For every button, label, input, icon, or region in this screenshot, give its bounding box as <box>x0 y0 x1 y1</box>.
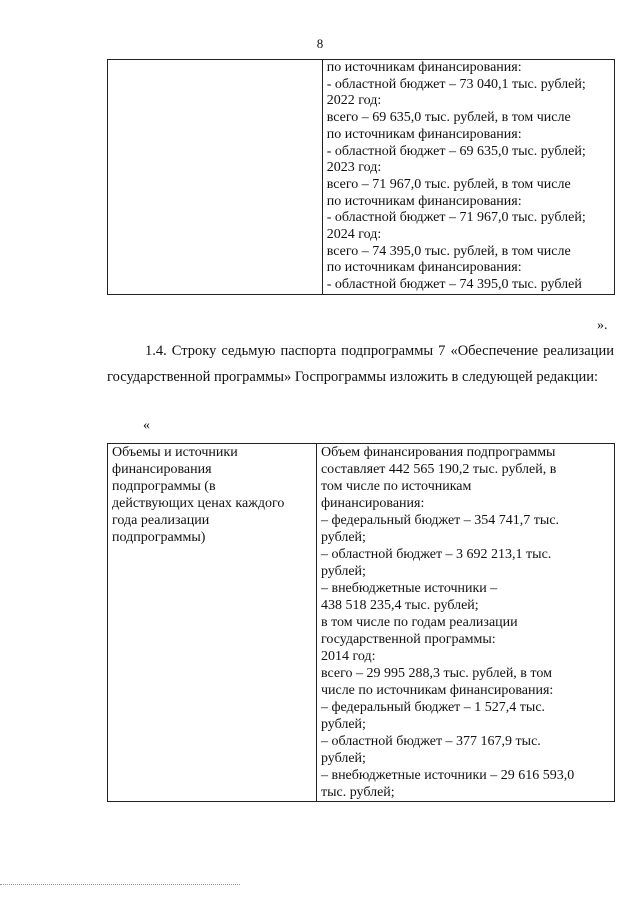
table1-line: по источникам финансирования: <box>326 193 522 209</box>
table1-left-cell <box>108 60 323 295</box>
page-number: 8 <box>316 36 324 51</box>
table2-line: числе по источникам финансирования: <box>320 683 554 698</box>
table1-line: - областной бюджет – 73 040,1 тыс. рублей; <box>326 76 586 92</box>
table1-line: всего – 71 967,0 тыс. рублей, в том числе <box>326 176 571 192</box>
table2-line: рублей; <box>320 530 366 545</box>
table1-line: по источникам финансирования: <box>326 126 522 142</box>
table2-line: рублей; <box>320 751 366 766</box>
table1-line: - областной бюджет – 69 635,0 тыс. рублей; <box>326 143 586 159</box>
table2-line: в том числе по годам реализации <box>320 615 518 630</box>
table2-left-line: подпрограммы) <box>112 530 206 545</box>
amendment-paragraph: 1.4. Строку седьмую паспорта подпрограммы 7 «Обеспечение реализации государственной программы» Госпрограммы изложить в следующей редакции: <box>107 343 614 385</box>
table2-line: – областной бюджет – 3 692 213,1 тыс. <box>320 547 552 562</box>
table2-line: государственной программы: <box>320 632 496 647</box>
table2-line: всего – 29 995 288,3 тыс. рублей, в том <box>320 666 552 681</box>
table2-line: – внебюджетные источники – <box>320 581 498 596</box>
table2-left-line: финансирования <box>112 462 212 477</box>
table2-line: тыс. рублей; <box>320 785 395 800</box>
table2-left-line: Объемы и источники <box>112 445 238 460</box>
table2-line: составляет 442 565 190,2 тыс. рублей, в <box>320 462 557 477</box>
table1-line: всего – 74 395,0 тыс. рублей, в том числе <box>326 243 571 259</box>
funding-table-continued <box>107 59 615 295</box>
table2-left-cell <box>108 444 317 802</box>
closing-quote: ». <box>597 318 608 333</box>
table2-line: Объем финансирования подпрограммы <box>320 445 556 460</box>
table1-line: по источникам финансирования: <box>326 260 522 276</box>
footer-divider <box>0 884 240 885</box>
table1-line: всего – 69 635,0 тыс. рублей, в том числе <box>326 110 571 126</box>
table1-line: - областной бюджет – 71 967,0 тыс. рублей; <box>326 210 586 226</box>
table2-line: том числе по источникам <box>320 479 472 494</box>
table2-right-cell <box>316 444 614 802</box>
table1-line: - областной бюджет – 74 395,0 тыс. рублей <box>326 277 582 293</box>
table2-left-line: действующих ценах каждого <box>112 496 285 511</box>
table1-right-cell <box>322 60 614 295</box>
table2-left-line: подпрограммы (в <box>112 479 216 494</box>
table2-line: 438 518 235,4 тыс. рублей; <box>320 598 479 613</box>
table2-line: – внебюджетные источники – 29 616 593,0 <box>320 768 575 783</box>
table1-line: 2024 год: <box>326 227 382 243</box>
table2-line: – областной бюджет – 377 167,9 тыс. <box>320 734 541 749</box>
table2-left-line: года реализации <box>112 513 210 528</box>
table2-line: рублей; <box>320 717 366 732</box>
table1-line: 2022 год: <box>326 93 382 109</box>
table2-line: финансирования: <box>320 496 425 511</box>
table2-line: рублей; <box>320 564 366 579</box>
opening-quote: « <box>143 418 150 433</box>
table2-line: 2014 год: <box>320 649 376 664</box>
funding-table-new <box>107 443 615 802</box>
table2-line: – федеральный бюджет – 354 741,7 тыс. <box>320 513 560 528</box>
table2-line: – федеральный бюджет – 1 527,4 тыс. <box>320 700 546 715</box>
table1-line: 2023 год: <box>326 160 382 176</box>
table1-line: по источникам финансирования: <box>326 60 522 75</box>
